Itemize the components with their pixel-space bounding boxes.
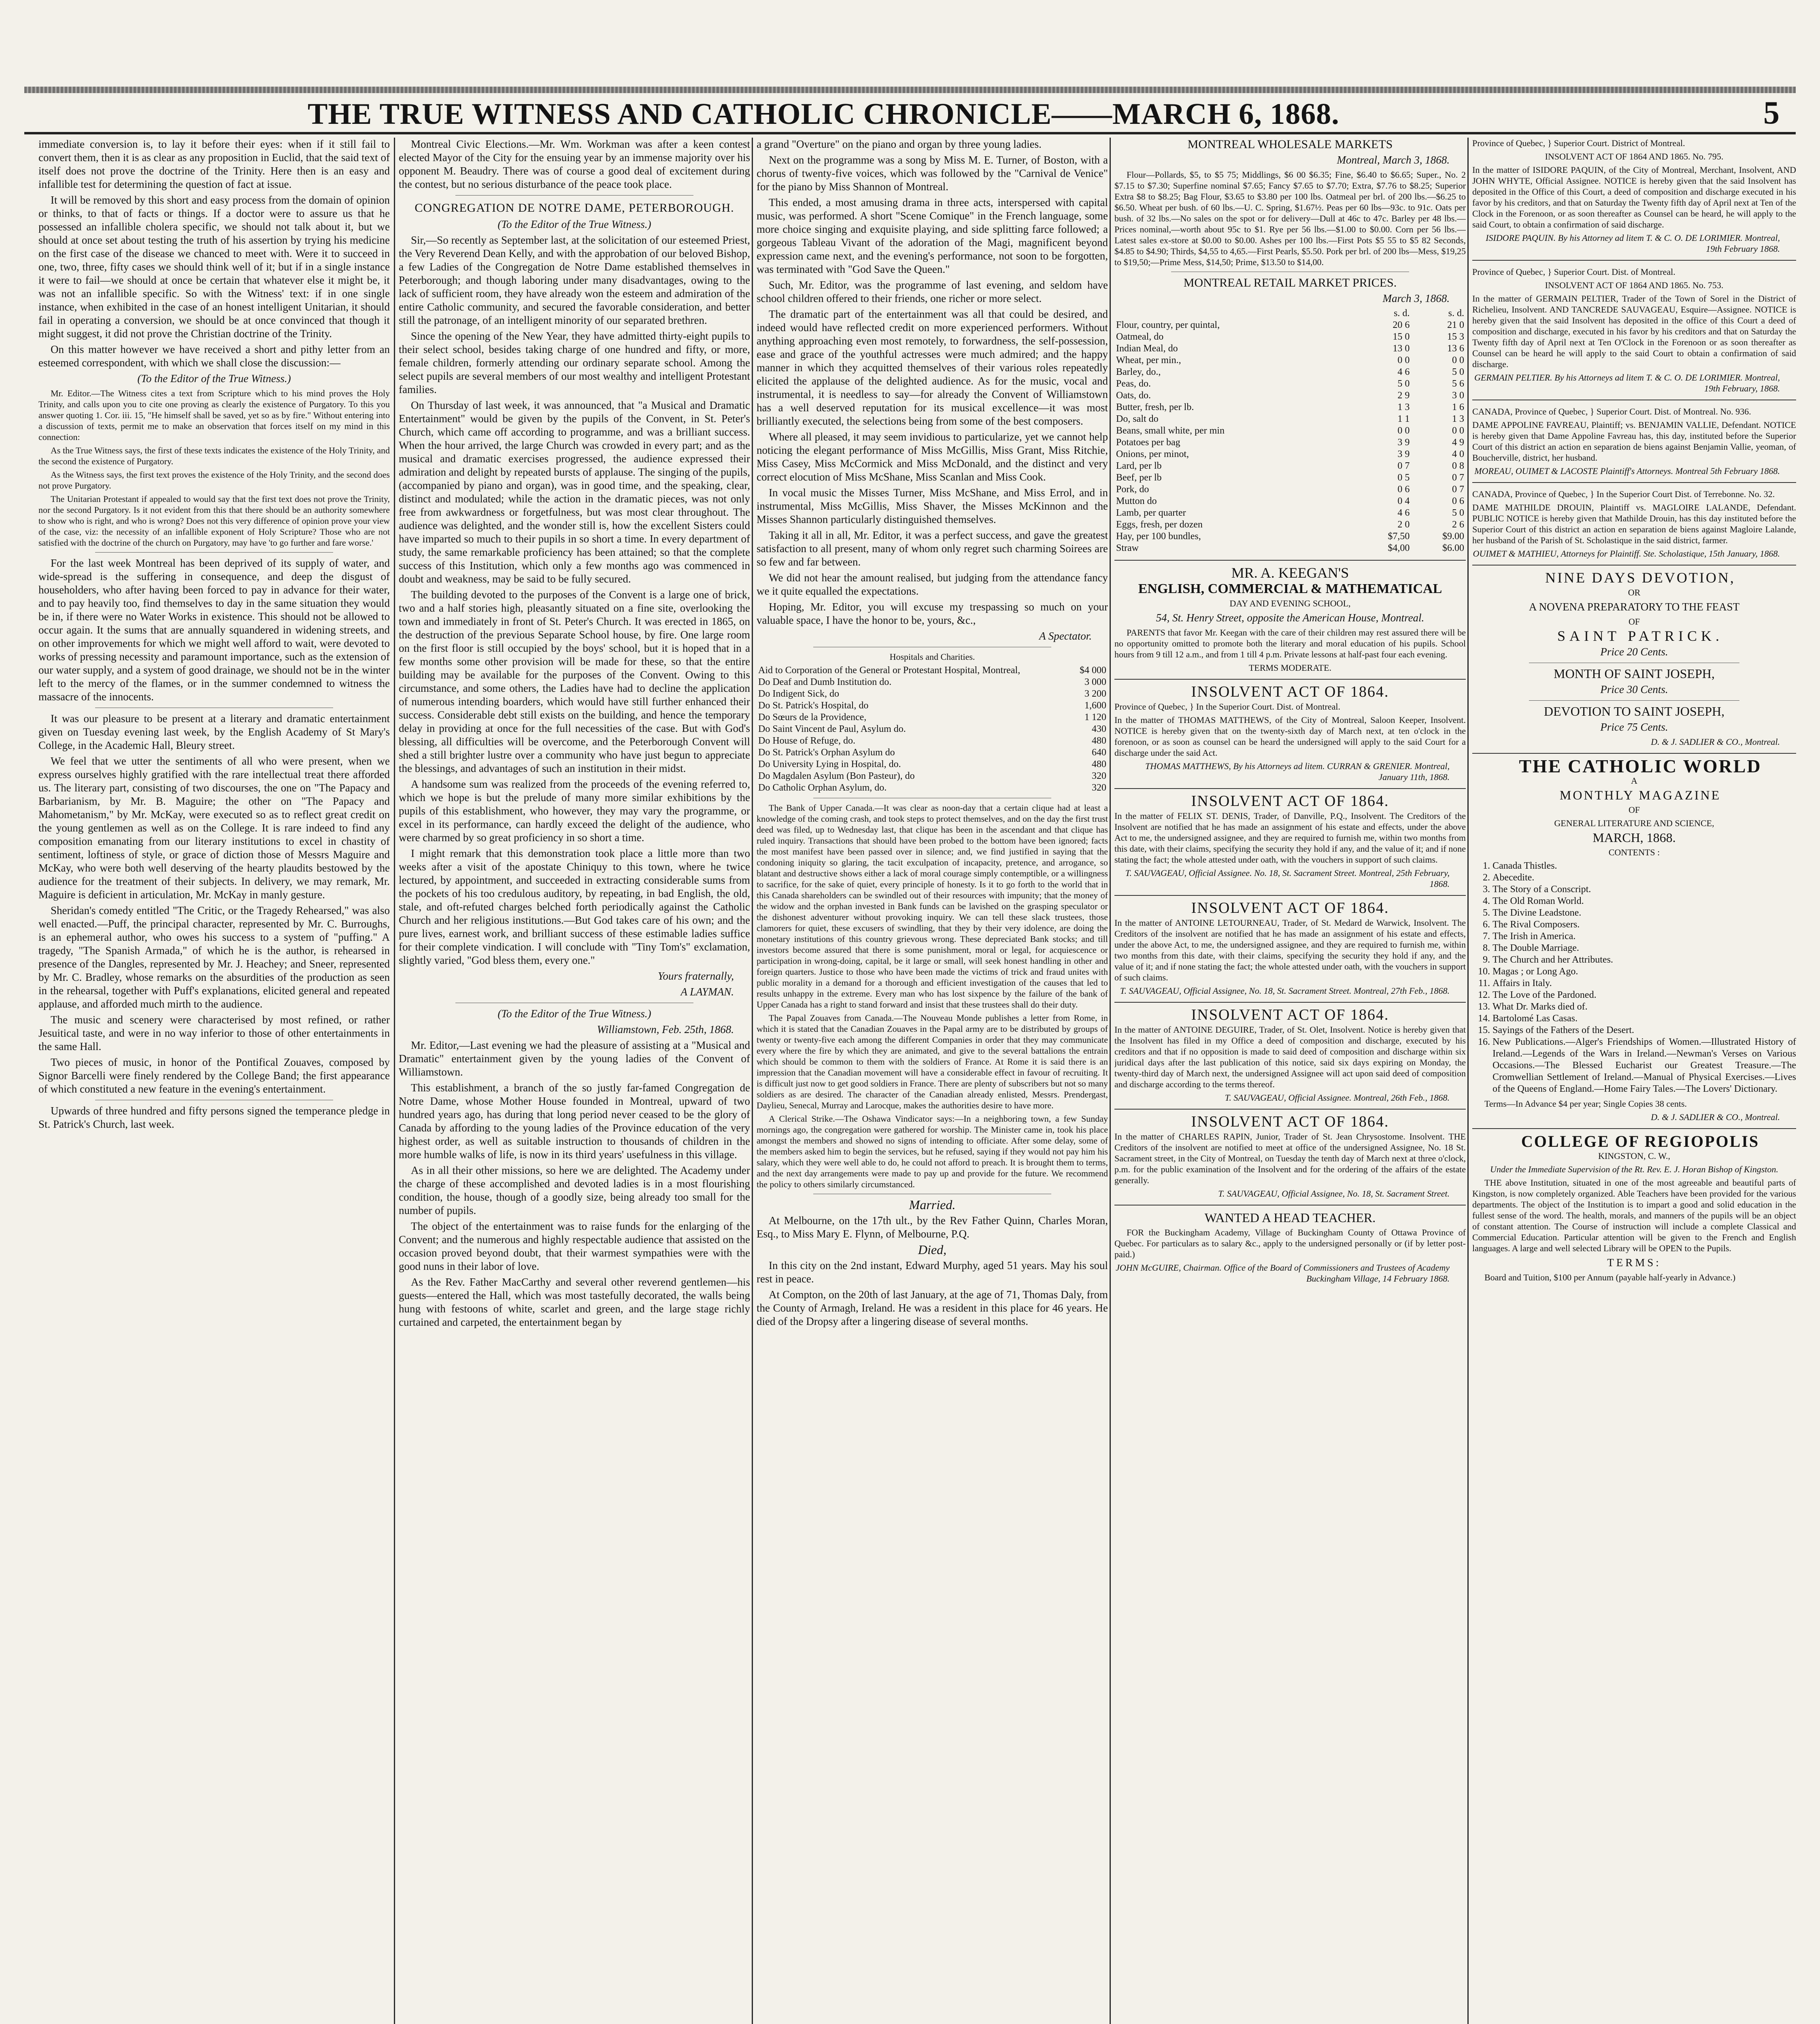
masthead-title: THE TRUE WITNESS AND CATHOLIC CHRONICLE——MARCH 6, 1868. (308, 98, 1339, 131)
table-row (757, 747, 1108, 759)
hospital-amount: 3 000 (1084, 677, 1106, 687)
notice-text: DAME APPOLINE FAVREAU, Plaintiff; vs. BENJAMIN VALLIE, Defendant. NOTICE is hereby given that Dame Appoline Favreau has, this day, instituted before the Superior Court of this district an action en separation de biens against Benjamin Vallie, yeoman, of Boucherville, district, her husband. (1472, 420, 1796, 463)
divider (1472, 260, 1796, 261)
dateline: Montreal, March 3, 1868. (1337, 154, 1450, 166)
notice-signature: THOMAS MATTHEWS, By his Attorneys ad litem. CURRAN & GRENIER. Montreal, January 11th, 1868. (1145, 761, 1450, 782)
table-row (1114, 531, 1466, 542)
retail-price-high: 4 0 (1452, 449, 1464, 459)
hospital-name: Do University Lying in Hospital, do. (758, 759, 901, 770)
insolvent-notice (1114, 685, 1466, 782)
hospital-name: Do Deaf and Dumb Institution do. (758, 677, 892, 687)
paragraph: The music and scenery were characterised by most refined, or rather Jesuitical taste, and were in no way inferior to those of other entertainments in the same Hall. (38, 1014, 390, 1052)
list-item: 1. Canada Thistles. (1493, 860, 1796, 872)
notice-signature: T. SAUVAGEAU, Official Assignee, No. 18, St. Sacrament Street. (1218, 1188, 1450, 1199)
notice-signature: T. SAUVAGEAU, Official Assignee. No. 18, St. Sacrament Street. Montreal, 25th February, 1868. (1125, 868, 1450, 889)
list-item: 16. New Publications.—Alger's Friendships of Women.—Illustrated History of Ireland.—Legends of the Wars in Ireland.—Newman's Verses on Various Occasions.—The Blessed Eucharist our Greatest Treasure.—The Cromwellian Settlement of Ireland.—Manual of Physical Exercises.—Lives of the Queens of England.—Home Fairy Tales.—The Lovers' Dictionary. (1493, 1036, 1796, 1095)
retail-item: Wheat, per min., (1116, 355, 1181, 366)
insolvent-notice (1114, 901, 1466, 996)
notice-signature: OUIMET & MATHIEU, Attorneys for Plaintiff. Ste. Scholastique, 15th January, 1868. (1473, 549, 1780, 559)
ad-heading: SAINT PATRICK. (1557, 628, 1724, 644)
retail-item: Oatmeal, do (1116, 332, 1164, 342)
ad-text: PARENTS that favor Mr. Keegan with the care of their children may rest assured there will be no opportunity omitted to promote both the literary and moral education of his pupils. School hours from 9 till 12 a.m., and from 1 till 4 p.m. Private lessons at half-past four each evening. (1114, 627, 1466, 659)
college-place: KINGSTON, C. W., (1598, 1151, 1671, 1161)
paragraph: On this matter however we have received a short and pithy letter from an esteemed correspondent, with which we shall close the discussion:— (38, 343, 390, 369)
ad-subheading: DAY AND EVENING SCHOOL, (1229, 598, 1351, 608)
signature: Yours fraternally, (657, 970, 734, 982)
notice-heading: INSOLVENT ACT OF 1864. (1191, 1113, 1389, 1130)
paragraph: The dramatic part of the entertainment was all that could be desired, and indeed would have reflected credit on more experienced performers. Without anything approaching even most remotely, to forwardness, the self-possession, ease and grace of the youthful actresses were much admired; and the happy manner in which they acquitted themselves of their various roles repeatedly elicited the applause of the delighted audience. As for the music, vocal and instrumental, it is needless to say—for already the Convent of Williamstown has a well deserved reputation for its musical excellence—it was most brilliantly executed, the selections being from some of the best composers. (757, 308, 1108, 427)
college-text: THE above Institution, situated in one of the most agreeable and beautiful parts of Kingston, is now completely organized. Able Teachers have been provided for the various departments. The object of the Institution is to impart a good and solid education in the fullest sense of the word. The health, morals, and manners of the pupils will be an object of constant attention. The Course of instruction will include a complete Classical and Commercial Education. Particular attention will be given to the French and English languages. A large and well selected Library will be OPEN to the Pupils. (1472, 1178, 1796, 1253)
notice-court: Province of Quebec, } Superior Court. Dist. of Montreal. (1472, 267, 1675, 277)
divider (95, 552, 333, 553)
retail-price-high: 15 3 (1447, 332, 1464, 342)
divider (1114, 1109, 1466, 1110)
paragraph: This establishment, a branch of the so justly far-famed Congregation de Notre Dame, whose Mother House founded in Montreal, upward of two hundred years ago, has during that long period never ceased to be the glory of Canada by affording to the young ladies of the Province education of the very highest order, as well as suitable instruction to thousands of children in the more humble walks of life, is now in its third years' usefulness in this village. (399, 1082, 750, 1161)
list-item: 4. The Old Roman World. (1493, 895, 1796, 907)
notice-text: In the matter of ISIDORE PAQUIN, of the City of Montreal, Merchant, Insolvent, AND JOHN WHYTE, Official Assignee. NOTICE is hereby given that the said Insolvent has deposited in the Office of this Court, a deed of composition and discharge executed in his favor by his creditors, and that on Saturday the Twenty fifth day of April next at Ten of the Clock in the Forenoon, or as soon thereafter as Counsel can be heard, he will apply to the said Court, to obtain a confirmation of said discharge. (1472, 165, 1796, 230)
column-header: s. d. (1448, 308, 1464, 319)
table-row (757, 759, 1108, 770)
retail-price-low: 2 9 (1397, 390, 1410, 401)
retail-item: Flour, country, per quintal, (1116, 320, 1220, 330)
column-2 (399, 138, 750, 2024)
court-notice (1472, 266, 1796, 394)
list-item: 6. The Rival Composers. (1493, 919, 1796, 931)
retail-item: Potatoes per bag (1116, 437, 1180, 448)
retail-price-high: 4 9 (1452, 437, 1464, 448)
hospital-name: Do St. Patrick's Hospital, do (758, 700, 869, 711)
retail-item: Lamb, per quarter (1116, 508, 1186, 518)
paragraph: The Bank of Upper Canada.—It was clear as noon-day that a certain clique had at least a knowledge of the coming crash, and took steps to protect themselves, and on the day the first trust deed was filed, up to Wednesday last, that clique has been in the ascendant and that clique has ruled inquiry. Transactions that should have been probed to the bottom have been ignored; facts the most manifest have been passed over in silence; and, we find justified in saying that the condoning iniquity so glaring, the tacit exculpation of incapacity, pretence, and arrogance, so blatant and destructive shows either a lack of moral courage simply contemptible, or a willingness to sacrifice, for the sake of quiet, every principle of honesty. Is it to go forth to the world that in this Canada shareholders can be swindled out of their resources with impunity; that the money of the widow and the orphan invested in Bank funds can be lavished on the grasping speculator or the dishonest adventurer without provoking inquiry. We can tell these slack trustees, those clamorers for quiet, these excusers of swindling, that they by their very idolence, are doing the monetary institutions of this country grievous wrong. These depreciated Bank stocks; and till investors become assured that there is some punishment, moral or legal, for acquiescence or participation in wrong-doing, capital, be it large or small, will seek honest handling in other and foreign quarters. Justice to those who have been made the victims of trick and fraud unites with public morality in a demand for a thorough and efficient investigation of the causes that led to results unhappy in the extreme. Every man who has lost sixpence by the failure of the bank of Upper Canada has a right to stand forward and insist that these trustees shall do their duty. (757, 803, 1108, 1010)
retail-price-low: 1 1 (1397, 414, 1410, 424)
list-item: 11. Affairs in Italy. (1493, 978, 1796, 989)
letter-paragraph: The Unitarian Protestant if appealed to would say that the first text does not prove the Trinity, nor the second Purgatory. Is it not evident from this that there should be an authority somewhere to show who is right, and who is wrong? Does not this very difference of opinion prove your view of the case, viz: the necessity of an infallible exponent of Holy Scripture? Those who are not satisfied with the doctrine of the church on Purgatory, may have 'to go further and fare worse.' (38, 494, 390, 548)
paragraph: A Clerical Strike.—The Oshawa Vindicator says:—In a neighboring town, a few Sunday mornings ago, the congregation were gathered for worship. The Minister came in, took his place amongst the members and showed no signs of intending to officiate. After some delay, some of the members asked him to begin the services, but he refused, saying if they would not pay him his salary, which they were well able to do, he could not afford to preach. It is brought them to terms, and the next day arrangements were made to pay up and provide for the future. We recommend the policy to others similarly circumstanced. (757, 1114, 1108, 1189)
ad-publisher: D. & J. SADLIER & CO., Montreal. (1651, 1112, 1780, 1122)
table-row (1114, 542, 1466, 554)
paragraph: immediate conversion is, to lay it before their eyes: when if it still fail to convert them, then it is as clear as any proposition in Euclid, that the said text of itself does not prove the doctrine of the Trinity. Here then is an easy and infallible test for determining the question of fact at issue. (38, 138, 390, 190)
notice-heading: INSOLVENT ACT OF 1864 AND 1865. No. 753. (1545, 280, 1724, 290)
hospital-name: Do Indigent Sick, do (758, 689, 839, 699)
letter-paragraph: As the Witness says, the first text proves the existence of the Holy Trinity, and the second does not prove Purgatory. (38, 470, 390, 491)
column-5 (1472, 138, 1796, 2024)
notice-signature: GERMAIN PELTIER. By his Attorneys ad litem T. & C. O. DE LORIMIER. Montreal, 19th February, 1868. (1474, 372, 1780, 393)
ad-text: OF (1628, 617, 1640, 627)
list-item: 7. The Irish in America. (1493, 931, 1796, 942)
ad-terms: TERMS MODERATE. (1248, 663, 1332, 673)
notice-heading: INSOLVENT ACT OF 1864. (1191, 899, 1389, 916)
dateline: March 3, 1868. (1382, 292, 1450, 304)
retail-price-high: 0 8 (1452, 461, 1464, 471)
table-row (1114, 472, 1466, 484)
retail-item: Pork, do (1116, 484, 1149, 495)
retail-price-high: 1 3 (1452, 414, 1464, 424)
market-heading: MONTREAL WHOLESALE MARKETS (1187, 138, 1393, 151)
signature: A LAYMAN. (680, 986, 734, 998)
retail-price-high: 0 0 (1452, 355, 1464, 366)
divider (1472, 482, 1796, 483)
hospital-amount: 480 (1092, 759, 1106, 770)
table-row (1114, 519, 1466, 531)
table-row (757, 735, 1108, 747)
retail-prices-table (1114, 308, 1466, 554)
paragraph: As in all their other missions, so here we are delighted. The Academy under the charge of these accomplished and devoted ladies is in a most flourishing condition, the house, though of a goodly size, being already too small for the number of pupils. (399, 1164, 750, 1216)
contents-list (1472, 860, 1796, 1095)
paragraph: I might remark that this demonstration took place a little more than two weeks after a visit of the apostate Chiniquy to this town, where he twice lectured, by appointment, and succeeded in extracting considerable sums from the pockets of his too credulous auditory, by repeating, in bad English, the old, stale, and oft-refuted charges belched forth periodically against the Catholic Church and her religious institutions.—But God takes care of his own; and the pure lives, earnest work, and brilliant success of these estimable ladies suffice for their complete vindication. I will conclude with "Tiny Tom's" exclamation, slightly varied, "God bless them, every one." (399, 847, 750, 966)
letter-paragraph: Mr. Editor.—The Witness cites a text from Scripture which to his mind proves the Holy Trinity, and calls upon you to cite one proving as clearly the existence of Purgatory. To this you answer quoting 1. Cor. iii. 15, "He himself shall be saved, yet so as by fire." Without entering into a discussion of texts, permit me to make an observation that forces itself on my mind in this connection: (38, 388, 390, 442)
notice-text: In the matter of FELIX ST. DENIS, Trader, of Danville, P.Q., Insolvent. The Creditors of the Insolvent are notified that he has made an assignment of his estate and effects, under the above Act to me, the undersigned assignee, and they are required to furnish me, within two months from this date, with their claims, specifying the security they hold if any, and the value of it; and if none stating the fact; the whole attested under oath, with the vouchers in support of such claims. (1114, 811, 1466, 865)
ad-text: OF (1628, 805, 1640, 815)
divider (455, 195, 693, 196)
retail-item: Barley, do., (1116, 367, 1161, 377)
column-separator (1110, 138, 1111, 2024)
magazine-title: THE CATHOLIC WORLD (1519, 756, 1762, 776)
ad-subheading: ENGLISH, COMMERCIAL & MATHEMATICAL (1138, 581, 1442, 596)
paragraph: Hoping, Mr. Editor, you will excuse my trespassing so much on your valuable space, I have the honor to be, yours, &c., (757, 601, 1108, 626)
paragraph: We feel that we utter the sentiments of all who were present, when we express ourselves highly gratified with the rare intellectual treat there afforded us. The literary part, consisting of two discourses, the one on "The Papacy and Barbarianism, by Mr. B. Maguire; the other on "The Papacy and Mahometanism," by Mr. McKay, were executed so as to reflect great credit on the young gentlemen as well as on the College. It is rare indeed to find any composition emanating from our literary institutions to excel in chastity of sentiment, loftiness of style, or grace of diction those of Messrs Maguire and McKay, who were both well deserving of the hearty plaudits bestowed by the audience for the treatment of their subjects. In delivery, we may remark, Mr. Maguire is deficient in articulation, Mr. McKay in manly gesture. (38, 755, 390, 901)
column-separator (752, 138, 753, 2024)
table-row (1114, 390, 1466, 402)
retail-heading: MONTREAL RETAIL MARKET PRICES. (1183, 276, 1397, 289)
retail-item: Hay, per 100 bundles, (1116, 531, 1201, 542)
paragraph: Taking it all in all, Mr. Editor, it was a perfect success, and gave the greatest satisfaction to all present, many of whom only regret such charming Soirees are so few and far between. (757, 529, 1108, 568)
hospital-name: Aid to Corporation of the General or Protestant Hospital, Montreal, (758, 665, 1021, 676)
table-row (757, 723, 1108, 735)
hospital-amount: 320 (1092, 771, 1106, 781)
retail-price-low: 0 7 (1397, 461, 1410, 471)
ad-heading: NINE DAYS DEVOTION, (1545, 570, 1735, 586)
retail-item: Do, salt do (1116, 414, 1159, 424)
table-row (1114, 355, 1466, 366)
retail-price-low: 20 6 (1393, 320, 1410, 330)
notice-court: Province of Quebec, } Superior Court. District of Montreal. (1472, 138, 1685, 148)
column-separator (1467, 138, 1469, 2024)
hospital-name: Do Sœurs de la Providence, (758, 712, 867, 723)
notice-heading: INSOLVENT ACT OF 1864 AND 1865. No. 795. (1545, 151, 1724, 162)
notice-signature: T. SAUVAGEAU, Official Assignee. Montreal, 26th Feb., 1868. (1225, 1093, 1450, 1103)
retail-price-low: 4 6 (1397, 508, 1410, 518)
ad-signature: JOHN McGUIRE, Chairman. Office of the Board of Commissioners and Trustees of Academy Buckingham Village, 14 February 1868. (1116, 1263, 1450, 1284)
retail-item: Beans, small white, per min (1116, 425, 1225, 436)
hospital-amount: 1 120 (1084, 712, 1106, 723)
table-row (1114, 437, 1466, 449)
ad-heading: WANTED A HEAD TEACHER. (1204, 1210, 1376, 1225)
retail-price-high: 3 0 (1452, 390, 1464, 401)
table-row (1114, 366, 1466, 378)
paragraph: It will be removed by this short and easy process from the domain of opinion or thinks, to that of facts or things. If a doctor were to assure us that he possessed an infallible cholera specific, we should not talk about it, but we should at once set about testing the truth of his assertion by trying his medicine on the first case of the disease we chanced to meet with. Were it to succeed in one, two, three, fifty cases we should think well of it; but if in a single instance it were to fail—we should at once be certain that whatever else it might be, it was not an infallible specific. So with the Witness' text: if in one single instance, when exhibited in the case of an honest intelligent Unitarian, it should fail in operating a conversion, we should be at once convinced that though it might suggest, it did not prove the Christian doctrine of the Trinity. (38, 194, 390, 340)
paragraph: Upwards of three hundred and fifty persons signed the temperance pledge in St. Patrick's Church, last week. (38, 1105, 390, 1130)
insolvent-notice (1114, 1115, 1466, 1199)
notice-text: In the matter of CHARLES RAPIN, Junior, Trader of St. Jean Chrysostome. Insolvent. THE Creditors of the insolvent are notified to meet at office of the undersigned Assignee, No. 18 St. Sacrament street, in the City of Montreal, on Tuesday the tenth day of March next at three o'clock, p.m. for the public examination of the Insolvent and for the ordering of the affairs of the estate generally. (1114, 1131, 1466, 1185)
list-item: 10. Magas ; or Long Ago. (1493, 966, 1796, 978)
ad-terms: Terms—In Advance $4 per year; Single Copies 38 cents. (1484, 1099, 1687, 1109)
hospitals-table (757, 665, 1108, 794)
retail-item: Straw (1116, 543, 1139, 553)
table-row (1114, 484, 1466, 495)
ad-subheading: MONTHLY MAGAZINE (1559, 788, 1721, 802)
died-heading: Died, (918, 1242, 947, 1257)
paragraph: Two pieces of music, in honor of the Pontifical Zouaves, composed by Signor Barcelli were finely rendered by the College Band; the first appearance of which constituted a new feature in the evening's entertainment. (38, 1056, 390, 1095)
paragraph: Mr. Editor,—Last evening we had the pleasure of assisting at a "Musical and Dramatic" entertainment given by the young ladies of the Convent of Williamstown. (399, 1039, 750, 1078)
insolvent-notice (1114, 795, 1466, 889)
paragraph: Since the opening of the New Year, they have admitted thirty-eight pupils to their select school, besides taking charge of one hundred and fifty, or more, female children, formerly attending our ordinary separate school. Among the select pupils are several members of our most wealthy and intelligent Protestant families. (399, 330, 750, 395)
retail-price-low: $4,00 (1388, 543, 1410, 553)
retail-item: Lard, per lb (1116, 461, 1162, 471)
table-row (757, 712, 1108, 723)
notice-text: In the matter of ANTOINE LETOURNEAU, Trader, of St. Medard de Warwick, Insolvent. The Creditors of the insolvent are notified that he has made an assignment of his estate and effects, under the above Act, to me, the undersigned assignee, and they are required to furnish me, within two months from this date, with their claims, specifying the security they hold if any, and the value of it; and if none stating the fact; the whole attested under oath, with the vouchers in support of such claims. (1114, 918, 1466, 982)
divider (1472, 1128, 1796, 1129)
contents-heading: CONTENTS : (1608, 847, 1660, 857)
retail-price-low: $7,50 (1388, 531, 1410, 542)
paragraph: At Melbourne, on the 17th ult., by the Rev Father Quinn, Charles Moran, Esq., to Miss Mary E. Flynn, of Melbourne, P.Q. (757, 1214, 1108, 1240)
list-item: 5. The Divine Leadstone. (1493, 907, 1796, 919)
table-row (757, 770, 1108, 782)
ad-price: Price 75 Cents. (1600, 721, 1668, 733)
table-row (757, 782, 1108, 794)
retail-price-low: 2 0 (1397, 519, 1410, 530)
ad-subheading: A NOVENA PREPARATORY TO THE FEAST (1529, 601, 1740, 613)
table-row (1114, 331, 1466, 343)
retail-price-low: 4 6 (1397, 367, 1410, 377)
notice-signature: MOREAU, OUIMET & LACOSTE Plaintiff's Attorneys. Montreal 5th February 1868. (1474, 466, 1780, 476)
notice-text: In the matter of GERMAIN PELTIER, Trader of the Town of Sorel in the District of Richelieu, Insolvent. AND TANCREDE SAUVAGEAU, Esquire—Assignee. NOTICE is hereby given that the said Insolvent has deposited in the office of this Court a deed of composition and discharge, executed in his favor by his creditors and that on Saturday the Twenty fifth day of April next at Ten O'Clock in the Forenoon or as soon thereafter as Counsel can be heard he will apply to the said Court to obtain a confirmation of said discharge. (1472, 293, 1796, 369)
paragraph: As the Rev. Father MacCarthy and several other reverend gentlemen—his guests—entered the Hall, which was most tastefully decorated, the walls being hung with festoons of white, scarlet and green, and the large stage richly curtained and carpeted, the entertainment began by (399, 1276, 750, 1328)
list-item: 15. Sayings of the Fathers of the Desert. (1493, 1025, 1796, 1036)
paragraph: At Compton, on the 20th of last January, at the age of 71, Thomas Daly, from the County of Armagh, Ireland. He was a resident in this place for 46 years. He died of the Dropsy after a lingering disease of several months. (757, 1288, 1108, 1327)
retail-price-low: 3 9 (1397, 437, 1410, 448)
paragraph: a grand "Overture" on the piano and organ by three young ladies. (757, 138, 1042, 150)
hospital-name: Do House of Refuge, do. (758, 736, 855, 746)
notice-heading: INSOLVENT ACT OF 1864. (1191, 793, 1389, 810)
notice-heading: INSOLVENT ACT OF 1864. (1191, 683, 1389, 700)
paragraph: The Papal Zouaves from Canada.—The Nouveau Monde publishes a letter from Rome, in which it is stated that the Canadian Zouaves in the Papal army are to be distributed by groups of twenty or twenty-five each among the different Companies in order that they may communicate every where the fire by which they are animated, and give to the several battalions the entrain which should be common to them with the soldiers of France. At Rome it is said there is an impression that the Canadian movement will have a considerable effect in favour of recruiting. It is difficult just now to get good soldiers in France. There are plenty of subscribers but not so many soldiers as are desired. The character of the Canadian already enlisted, Messrs. Prendergast, Daylieu, Senecal, Murray and Larocque, makes the authorities desire to have more. (757, 1013, 1108, 1110)
hospital-amount: 3 200 (1084, 689, 1106, 699)
letter-paragraph: As the True Witness says, the first of these texts indicates the existence of the Holy Trinity, and the second the existence of Purgatory. (38, 445, 390, 466)
paragraph: A handsome sum was realized from the proceeds of the evening referred to, which we hope is but the prelude of many more similar exhibitions by the pupils of this establishment, who however, they may vary the programme, or excel in its performance, can hardly exceed the delight of the audience, who were charmed by so great proficiency in so short a time. (399, 778, 750, 844)
ad-price: Price 30 Cents. (1600, 683, 1668, 695)
ad-address: 54, St. Henry Street, opposite the American House, Montreal. (1156, 612, 1425, 624)
table-row (1114, 449, 1466, 460)
paragraph: In vocal music the Misses Turner, Miss McShane, and Miss Errol, and in instrumental, Miss McGillis, Miss Shaver, the Misses McKinnon and the Misses Shannon particularly distinguished themselves. (757, 487, 1108, 525)
retail-price-low: 1 3 (1397, 402, 1410, 412)
retail-item: Eggs, fresh, per dozen (1116, 519, 1203, 530)
paragraph: This ended, a most amusing drama in three acts, interspersed with capital music, was performed. A short "Scene Comique" in the French language, some more choice singing and exquisite playing, and side splitting farce followed; a gorgeous Tableau Vivant of the adoration of the Magi, magnificent beyond expression came next, and the evening's performance, not soon to be forgotten, was terminated with "God Save the Queen." (757, 196, 1108, 275)
retail-price-low: 0 6 (1397, 484, 1410, 495)
college-terms: Board and Tuition, $100 per Annum (payable half-yearly in Advance.) (1484, 1272, 1736, 1282)
notice-court: CANADA, Province of Quebec, } Superior Court. Dist. of Montreal. No. 936. (1472, 406, 1751, 417)
notice-text: In the matter of THOMAS MATTHEWS, of the City of Montreal, Saloon Keeper, Insolvent. NOTICE is hereby given that on the twenty-sixth day of March next, at ten o'clock in the forenoon, or as soon as counsel can be heard the undersigned will apply to the said Court for a discharge under the said Act. (1114, 715, 1466, 758)
retail-price-high: 1 6 (1452, 402, 1464, 412)
retail-price-low: 13 0 (1393, 343, 1410, 354)
ad-text: A (1631, 776, 1637, 786)
masthead (24, 77, 1796, 138)
table-heading: Hospitals and Charities. (889, 652, 975, 662)
retail-price-low: 0 5 (1397, 472, 1410, 483)
article-heading: CONGREGATION DE NOTRE DAME, PETERBOROUGH. (415, 201, 734, 215)
table-row (757, 676, 1108, 688)
column-header: s. d. (1394, 308, 1410, 319)
notice-court: Province of Quebec, } In the Superior Court. Dist. of Montreal. (1114, 702, 1340, 712)
college-title: COLLEGE OF REGIOPOLIS (1521, 1132, 1760, 1150)
notice-text: In the matter of ANTOINE DEGUIRE, Trader, of St. Olet, Insolvent. Notice is hereby given that the Insolvent has filed in my Office a deed of composition and discharge, executed by his creditors and that if no opposition is made to said deed of composition and discharge within six juridical days after the last publication of this notice, said six days expiring on Monday, the twenty-third day of March next, the undersigned Assignee will act upon said deed of composition and discharge according to the terms thereof. (1114, 1025, 1466, 1089)
retail-item: Peas, do. (1116, 378, 1151, 389)
paragraph: Where all pleased, it may seem invidious to particularize, yet we cannot help noticing the elegant performance of Miss McGillis, Miss Grant, Miss Ritchie, Miss Casey, Miss McCormick and Miss McDonald, and the distinct and very correct elocution of Miss McShane, Miss Scanlan and Miss Cook. (757, 431, 1108, 483)
table-row (1114, 378, 1466, 390)
college-terms-heading: TERMS: (1607, 1256, 1661, 1269)
retail-item: Butter, fresh, per lb. (1116, 402, 1194, 412)
list-item: 13. What Dr. Marks died of. (1493, 1001, 1796, 1013)
divider (1472, 565, 1796, 566)
retail-price-low: 0 0 (1397, 355, 1410, 366)
masthead-underline (24, 132, 1796, 134)
retail-item: Oats, do. (1116, 390, 1151, 401)
paragraph: Montreal Civic Elections.—Mr. Wm. Workman was after a keen contest elected Mayor of the City for the ensuing year by an immense majority over his opponent M. Beaudry. There was of course a good deal of excitement during the contest, but no serious disturbance of the peace took place. (399, 138, 750, 190)
page-number: 5 (1763, 95, 1780, 131)
paragraph: It was our pleasure to be present at a literary and dramatic entertainment given on Tuesday evening last week, by the English Academy of St Mary's College, in the Academic Hall, Bleury street. (38, 712, 390, 751)
table-row (1114, 460, 1466, 472)
paragraph: Sir,—So recently as September last, at the solicitation of our esteemed Priest, the Very Reverend Dean Kelly, and with the approbation of our beloved Bishop, a few Ladies of the Congregation de Notre Dame established themselves in Peterborough; and though laboring under many disadvantages, owing to the lack of sufficient room, they have already won the esteem and admiration of the entire Catholic community, and secured the favorable consideration, and better still the patronage, of an intelligent minority of our separated brethren. (399, 234, 750, 326)
column-1 (38, 138, 390, 2024)
retail-price-high: $6.00 (1442, 543, 1464, 553)
list-item: 2. Abecedite. (1493, 872, 1796, 884)
retail-price-high: 21 0 (1447, 320, 1464, 330)
retail-item: Onions, per minot, (1116, 449, 1189, 459)
divider (1529, 700, 1739, 701)
dateline: Williamstown, Feb. 25th, 1868. (597, 1023, 734, 1035)
paragraph: Sheridan's comedy entitled "The Critic, or the Tragedy Rehearsed," was also well enacted.—Puff, the principal character, represented by Mr. C. Burroughs, is an ephemeral author, who owes his success to a system of "puffing." A tragedy, "The Spanish Armada," of which he is the author, is rehearsed in presence of the Dangles, represented by Mr. J. Heachey; and Sneer, represented by Mr. C. Bradley, whose remarks on the absurdities of the production as seen in the rehearsal, together with Puff's explanations, elicited general and repeated applause, and afforded much mirth to the audience. (38, 904, 390, 1010)
court-notice (1472, 489, 1796, 559)
retail-price-low: 0 0 (1397, 425, 1410, 436)
market-prices: Flour—Pollards, $5, to $5 75; Middlings, $6 00 $6.35; Fine, $6.40 to $6.65; Super., No. 2 $7.15 to $7.30; Superfine nominal $7.65; Fancy $7.65 to $7.70; Extra, $7.76 to $8.25; Superior Extra $8 to $8.25; Bag Flour, $3.65 to $3.80 per 100 lbs. Oatmeal per brl. of 200 lbs.—$6.25 to $6.50. Wheat per bush. of 60 lbs.—U. C. Spring, $1.67½. Peas per 60 lbs—93c. to 91c. Oats per bush. of 32 lbs.—No sales on the spot or for delivery—Dull at 46c to 47c. Barley per 48 lbs.—Prices nominal,—worth about 95c to $1. Rye per 56 lbs.—$1.00 to $0.00. Corn per 56 lbs.—Latest sales ex-store at $0.00 to $0.00. Ashes per 100 lbs.—First Pots $5 55 to $5 82 Seconds, $4.85 to $4.90; Thirds, $4,55 to 4,65.—First Pearls, $5.50. Pork per brl. of 200 lbs—Mess, $19,25 to $19,50;—Prime Mess, $14,50; Prime, $13.50 to $14,00. (1114, 170, 1466, 267)
hospital-name: Do Catholic Orphan Asylum, do. (758, 782, 887, 793)
ad-text: FOR the Buckingham Academy, Village of Buckingham County of Ottawa Province of Quebec. For particulars as to salary &c., apply to the undersigned personally or (if by letter post-paid.) (1114, 1227, 1466, 1259)
paragraph: The object of the entertainment was to raise funds for the enlarging of the Convent; and the numerous and highly respectable audience that assisted on the occasion proved beyond doubt, that their warmest sympathies were with the good nuns in their labor of love. (399, 1220, 750, 1272)
retail-price-low: 15 0 (1393, 332, 1410, 342)
paragraph: In this city on the 2nd instant, Edward Murphy, aged 51 years. May his soul rest in peace. (757, 1259, 1108, 1285)
letter-heading: (To the Editor of the True Witness.) (137, 372, 291, 385)
retail-price-low: 0 4 (1397, 496, 1410, 506)
retail-price-low: 5 0 (1397, 378, 1410, 389)
paragraph: For the last week Montreal has been deprived of its supply of water, and wide-spread is the suffering in consequence, and deep the disgust of householders, who after having been forced to pay in advance for their water, and to pay heavily too, find themselves to day in the same situation they would be in, if there were no Water Works in existence. This should not be allowed to occur again. It the sums that are annually squandered in widening streets, and on other improvements for which we might well afford to wait, were devoted to works of pressing necessity and paramount importance, such as the extension of our water supply, and a system of good drainage, we should not be in the winter left to the mercy of the flames, or in the summer condemned to witness the massacre of the innocents. (38, 557, 390, 703)
retail-price-high: $9.00 (1442, 531, 1464, 542)
retail-price-high: 5 0 (1452, 367, 1464, 377)
notice-court: CANADA, Province of Quebec, } In the Superior Court Dist. of Terrebonne. No. 32. (1472, 489, 1775, 499)
ad-price: Price 20 Cents. (1600, 646, 1668, 658)
insolvent-notice (1114, 1008, 1466, 1103)
divider (1114, 560, 1466, 561)
married-heading: Married. (909, 1197, 956, 1212)
paragraph: Such, Mr. Editor, was the programme of last evening, and seldom have school children offered to their friends, one richer or more select. (757, 279, 1108, 304)
hospital-name: Do Saint Vincent de Paul, Asylum do. (758, 724, 906, 734)
list-item: 14. Bartolomé Las Casas. (1493, 1013, 1796, 1025)
retail-price-high: 0 7 (1452, 472, 1464, 483)
hospital-name: Do St. Patrick's Orphan Asylum do (758, 747, 895, 758)
paragraph: Next on the programme was a song by Miss M. E. Turner, of Boston, with a chorus of twenty-five voices, which was followed by the "Carnival de Venice" for the piano by Miss Shannon of Montreal. (757, 154, 1108, 193)
list-item: 9. The Church and her Attributes. (1493, 954, 1796, 966)
notice-text: DAME MATHILDE DROUIN, Plaintiff vs. MAGLOIRE LALANDE, Defendant. PUBLIC NOTICE is hereby given that Mathilde Drouin, has this day instituted before the Superior Court of this district an action en separation de biens against Magloire Lalande, her husband of the Parish of St. Scholastique in the said district, farmer. (1472, 502, 1796, 545)
hospital-name: Do Magdalen Asylum (Bon Pasteur), do (758, 771, 915, 781)
table-row (1114, 413, 1466, 425)
retail-price-high: 5 6 (1452, 378, 1464, 389)
ad-date: MARCH, 1868. (1592, 830, 1676, 845)
ad-subheading: GENERAL LITERATURE AND SCIENCE, (1554, 818, 1714, 828)
retail-price-high: 2 6 (1452, 519, 1464, 530)
table-row (1114, 495, 1466, 507)
article-subheading: (To the Editor of the True Witness.) (498, 1008, 651, 1020)
ad-text: OR (1628, 587, 1641, 597)
column-3 (757, 138, 1108, 2024)
paragraph: On Thursday of last week, it was announced, that "a Musical and Dramatic Entertainment" would be given by the pupils of the Convent, in St. Peter's Church, which came off according to programme, and was a brilliant success. When the hour arrived, the large Church was crowded in every part; and as the musical and dramatic exercises progressed, the audience expressed their admiration and delight by repeated bursts of applause. The singing of the pupils, (accompanied by piano and organ), was in good time, and the speaking, clear, distinct and modulated; while the action in the dramatic pieces, was not only free from awkwardness or forgetfulness, but was most clear throughout. The audience was delighted, and the wonder still is, how the excellent Sisters could have imparted so much to their pupils in so short a time. In every department of study, the same remarkable proficiency has been attained; so that the complete success of this Institution, which only a few months ago was commenced in doubt and weakness, may be said to be fully secured. (399, 399, 750, 585)
retail-item: Indian Meal, do (1116, 343, 1178, 354)
hospital-amount: 320 (1092, 782, 1106, 793)
table-row (1114, 425, 1466, 437)
divider (1114, 788, 1466, 789)
notice-signature: ISIDORE PAQUIN. By his Attorney ad litem T. & C. O. DE LORIMIER. Montreal, 19th February 1868. (1486, 233, 1780, 254)
court-notice (1472, 406, 1796, 476)
retail-price-high: 13 6 (1447, 343, 1464, 354)
divider (1114, 895, 1466, 896)
notice-heading: INSOLVENT ACT OF 1864. (1191, 1006, 1389, 1023)
list-item: 8. The Double Marriage. (1493, 942, 1796, 954)
list-item: 3. The Story of a Conscript. (1493, 884, 1796, 895)
hospital-amount: 480 (1092, 736, 1106, 746)
table-row (1114, 319, 1466, 331)
retail-item: Beef, per lb (1116, 472, 1162, 483)
table-row (1114, 402, 1466, 413)
masthead-rule (24, 87, 1796, 93)
table-row (757, 665, 1108, 676)
list-item: 12. The Love of the Pardoned. (1493, 989, 1796, 1001)
ad-publisher: D. & J. SADLIER & CO., Montreal. (1651, 737, 1780, 747)
ad-heading: DEVOTION TO SAINT JOSEPH, (1544, 704, 1725, 719)
article-subheading: (To the Editor of the True Witness.) (498, 218, 651, 230)
court-notice (1472, 138, 1796, 254)
hospital-amount: 640 (1092, 747, 1106, 758)
retail-price-high: 0 7 (1452, 484, 1464, 495)
divider (1114, 1002, 1466, 1003)
column-4 (1114, 138, 1466, 2024)
table-row (1114, 507, 1466, 519)
ad-heading: MONTH OF SAINT JOSEPH, (1554, 666, 1715, 681)
retail-price-low: 3 9 (1397, 449, 1410, 459)
signature: A Spectator. (1039, 630, 1092, 642)
paragraph: The building devoted to the purposes of the Convent is a large one of brick, two and a half stories high, pleasantly situated on a fine site, overlooking the town and immediately in front of St. Peter's Church. It was erected in 1865, on the destruction of the previous Separate School house, by fire. One large room on the first floor is still occupied by the boys' school, but it is hoped that in a few months some other provision will be made for these, so that the entire building may be available for the purposes of the Convent. Owing to this circumstance, and some others, the Ladies have had to decline the application of numerous intending boarders, which would have still further enhanced their success. Considerable debt still exists on the building, and hence the temporary delay in providing at once for the full necessities of the case. But with God's blessing, all difficulties will be overcome, and the Peterborough Convent will shed a still brighter lustre over a community who have just begun to appreciate the blessings, and advantages of such an institution in their midst. (399, 589, 750, 774)
hospital-amount: 1,600 (1084, 700, 1106, 711)
divider (1472, 753, 1796, 754)
table-row (757, 700, 1108, 712)
column-separator (394, 138, 395, 2024)
hospital-amount: 430 (1092, 724, 1106, 734)
retail-item: Mutton do (1116, 496, 1157, 506)
notice-signature: T. SAUVAGEAU, Official Assignee, No. 18, St. Sacrament Street. Montreal, 27th Feb., 1868. (1120, 986, 1450, 996)
ad-heading: MR. A. KEEGAN'S (1231, 565, 1349, 581)
divider (1114, 679, 1466, 680)
paragraph: We did not hear the amount realised, but judging from the attendance fancy we it quite equalled the expectations. (757, 572, 1108, 597)
table-row (757, 688, 1108, 700)
retail-price-high: 5 0 (1452, 508, 1464, 518)
college-supervision: Under the Immediate Supervision of the Rt. Rev. E. J. Horan Bishop of Kingston. (1490, 1164, 1779, 1174)
hospital-amount: $4 000 (1080, 665, 1106, 676)
table-row (1114, 343, 1466, 355)
retail-price-high: 0 0 (1452, 425, 1464, 436)
retail-price-high: 0 6 (1452, 496, 1464, 506)
